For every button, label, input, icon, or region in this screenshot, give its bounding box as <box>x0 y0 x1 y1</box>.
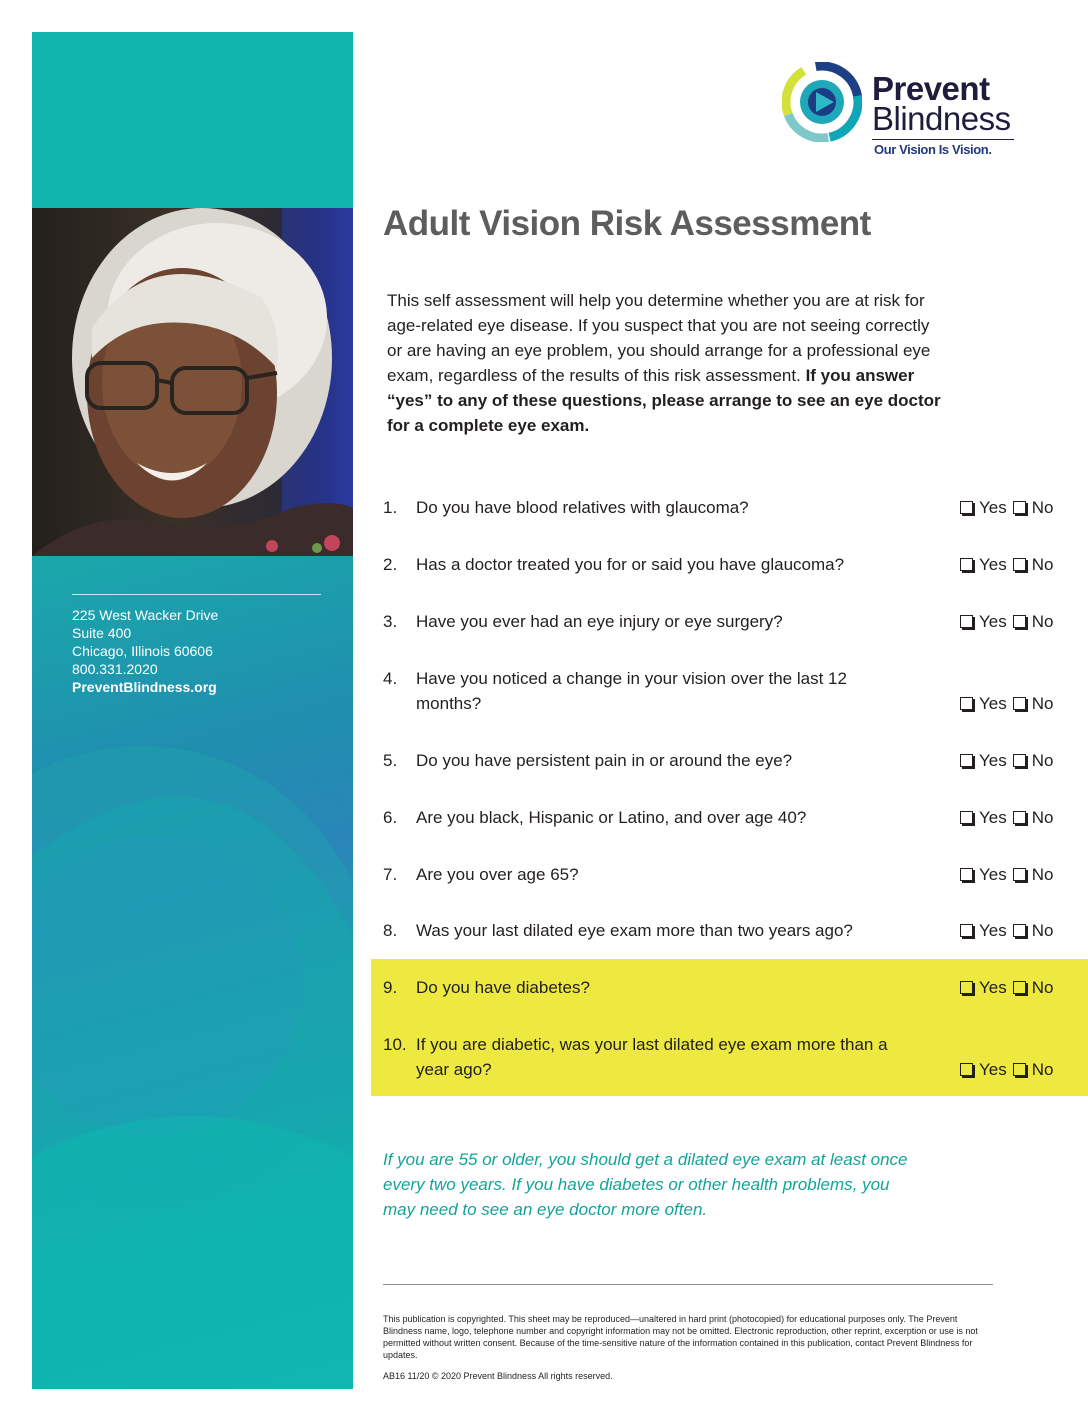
question-text: If you are diabetic, was your last dilated eye exam more than a year ago? <box>416 1035 888 1079</box>
prevent-blindness-logo <box>782 62 1022 162</box>
answer-yes[interactable] <box>960 748 1007 773</box>
answer-options <box>960 862 1059 887</box>
checkbox-no[interactable] <box>1013 811 1026 824</box>
question-text: Have you ever had an eye injury or eye surgery? <box>416 612 783 631</box>
teal-header-panel <box>32 32 353 208</box>
question-text: Do you have diabetes? <box>416 978 590 997</box>
question-number: 9. <box>383 978 398 997</box>
answer-yes[interactable] <box>960 918 1007 943</box>
answer-label-yes: Yes <box>979 612 1007 631</box>
checkbox-no[interactable] <box>1013 754 1026 767</box>
answer-yes[interactable] <box>960 495 1007 520</box>
address-divider <box>72 594 321 595</box>
address-suite: Suite 400 <box>72 625 132 641</box>
answer-no[interactable] <box>1013 748 1054 773</box>
answer-yes[interactable] <box>960 691 1007 716</box>
checkbox-no[interactable] <box>1013 558 1026 571</box>
phone-number: 800.331.2020 <box>72 661 158 677</box>
footer-divider <box>383 1284 993 1285</box>
checkbox-no[interactable] <box>1013 868 1026 881</box>
checkbox-yes[interactable] <box>960 1063 973 1076</box>
answer-no[interactable] <box>1013 552 1054 577</box>
checkbox-yes[interactable] <box>960 754 973 767</box>
question-number: 2. <box>383 555 398 574</box>
answer-label-no: No <box>1031 1060 1054 1079</box>
question-text: Are you black, Hispanic or Latino, and over age 40? <box>416 808 807 827</box>
answer-label-yes: Yes <box>979 921 1007 940</box>
answer-yes[interactable] <box>960 552 1007 577</box>
answer-no[interactable] <box>1013 975 1054 1000</box>
portrait-photo <box>32 208 353 556</box>
intro-emphasis: If you answer “yes” to any of these questions, please arrange to see an eye doctor for a complete eye exam. <box>387 366 941 435</box>
question-number: 4. <box>383 669 398 688</box>
answer-yes[interactable] <box>960 1057 1007 1082</box>
checkbox-no[interactable] <box>1013 501 1026 514</box>
question-text: Do you have blood relatives with glaucoma? <box>416 498 749 517</box>
answer-no[interactable] <box>1013 805 1054 830</box>
answer-options <box>960 975 1059 1000</box>
checkbox-yes[interactable] <box>960 811 973 824</box>
checkbox-no[interactable] <box>1013 697 1026 710</box>
exam-frequency-note: If you are 55 or older, you should get a dilated eye exam at least once every two years. If you have diabetes or other health problems, you may need to see an eye doctor more often. <box>383 1150 908 1219</box>
checkbox-yes[interactable] <box>960 558 973 571</box>
logo-tagline: Our Vision Is Vision. <box>874 142 992 157</box>
intro-text: This self assessment will help you determine whether you are at risk for age-related eye disease. If you suspect that you are not seeing correctly or are having an eye problem, you should arrange for a professional eye exam, regardless of the results of this risk assessment. <box>387 291 931 385</box>
answer-options <box>960 495 1059 520</box>
answer-label-no: No <box>1031 555 1054 574</box>
answer-no[interactable] <box>1013 691 1054 716</box>
answer-label-yes: Yes <box>979 1060 1007 1079</box>
website-link[interactable]: PreventBlindness.org <box>72 679 217 695</box>
answer-label-no: No <box>1031 808 1054 827</box>
answer-label-no: No <box>1031 751 1054 770</box>
teal-sidebar-panel <box>32 556 353 1389</box>
answer-yes[interactable] <box>960 609 1007 634</box>
answer-options <box>960 918 1059 943</box>
logo-name-line1: Prevent <box>872 70 990 107</box>
question-text: Do you have persistent pain in or around the eye? <box>416 751 793 770</box>
answer-label-yes: Yes <box>979 751 1007 770</box>
answer-label-yes: Yes <box>979 808 1007 827</box>
answer-label-yes: Yes <box>979 865 1007 884</box>
question-text: Have you noticed a change in your vision over the last 12 months? <box>416 669 847 713</box>
answer-label-no: No <box>1031 498 1054 517</box>
question-number: 7. <box>383 865 398 884</box>
answer-yes[interactable] <box>960 805 1007 830</box>
address-street: 225 West Wacker Drive <box>72 607 219 623</box>
question-text: Has a doctor treated you for or said you have glaucoma? <box>416 555 845 574</box>
answer-label-yes: Yes <box>979 694 1007 713</box>
answer-label-no: No <box>1031 865 1054 884</box>
checkbox-yes[interactable] <box>960 697 973 710</box>
answer-label-no: No <box>1031 978 1054 997</box>
answer-label-yes: Yes <box>979 498 1007 517</box>
question-text: Are you over age 65? <box>416 865 579 884</box>
answer-label-no: No <box>1031 694 1054 713</box>
answer-no[interactable] <box>1013 918 1054 943</box>
checkbox-no[interactable] <box>1013 1063 1026 1076</box>
checkbox-yes[interactable] <box>960 615 973 628</box>
answer-label-yes: Yes <box>979 555 1007 574</box>
page-title: Adult Vision Risk Assessment <box>383 204 871 243</box>
answer-label-yes: Yes <box>979 978 1007 997</box>
answer-no[interactable] <box>1013 495 1054 520</box>
checkbox-yes[interactable] <box>960 501 973 514</box>
eye-logo-icon <box>782 62 862 142</box>
answer-label-no: No <box>1031 612 1054 631</box>
logo-name-line2: Blindness <box>872 100 1011 137</box>
question-number: 10. <box>383 1035 407 1054</box>
answer-options <box>960 748 1059 773</box>
answer-options <box>960 691 1059 716</box>
answer-yes[interactable] <box>960 862 1007 887</box>
answer-yes[interactable] <box>960 975 1007 1000</box>
question-number: 3. <box>383 612 398 631</box>
question-number: 8. <box>383 921 398 940</box>
checkbox-no[interactable] <box>1013 981 1026 994</box>
answer-no[interactable] <box>1013 862 1054 887</box>
logo-divider <box>872 139 1014 140</box>
checkbox-no[interactable] <box>1013 924 1026 937</box>
address-city: Chicago, Illinois 60606 <box>72 643 213 659</box>
question-number: 1. <box>383 498 398 517</box>
checkbox-yes[interactable] <box>960 981 973 994</box>
intro-paragraph <box>387 288 947 438</box>
checkbox-yes[interactable] <box>960 868 973 881</box>
checkbox-yes[interactable] <box>960 924 973 937</box>
publication-code: AB16 11/20 © 2020 Prevent Blindness All rights reserved. <box>383 1371 613 1381</box>
answer-label-no: No <box>1031 921 1054 940</box>
copyright-notice: This publication is copyrighted. This sheet may be reproduced—unaltered in hard print (photocopied) for educational purposes only. The Prevent Blindness name, logo, telephone number and copyright information may not be omitted. Electronic reproduction, other reprint, excerption or use is not permitted without written consent. Because of the time-sensitive nature of the information contained in this publication, contact Prevent Blindness for updates. <box>383 1314 978 1360</box>
answer-no[interactable] <box>1013 1057 1054 1082</box>
address-block <box>72 606 218 696</box>
answer-options <box>960 805 1059 830</box>
question-text: Was your last dilated eye exam more than two years ago? <box>416 921 853 940</box>
checkbox-no[interactable] <box>1013 615 1026 628</box>
answer-options <box>960 552 1059 577</box>
answer-options <box>960 1057 1059 1082</box>
answer-options <box>960 609 1059 634</box>
answer-no[interactable] <box>1013 609 1054 634</box>
question-number: 6. <box>383 808 398 827</box>
question-number: 5. <box>383 751 398 770</box>
